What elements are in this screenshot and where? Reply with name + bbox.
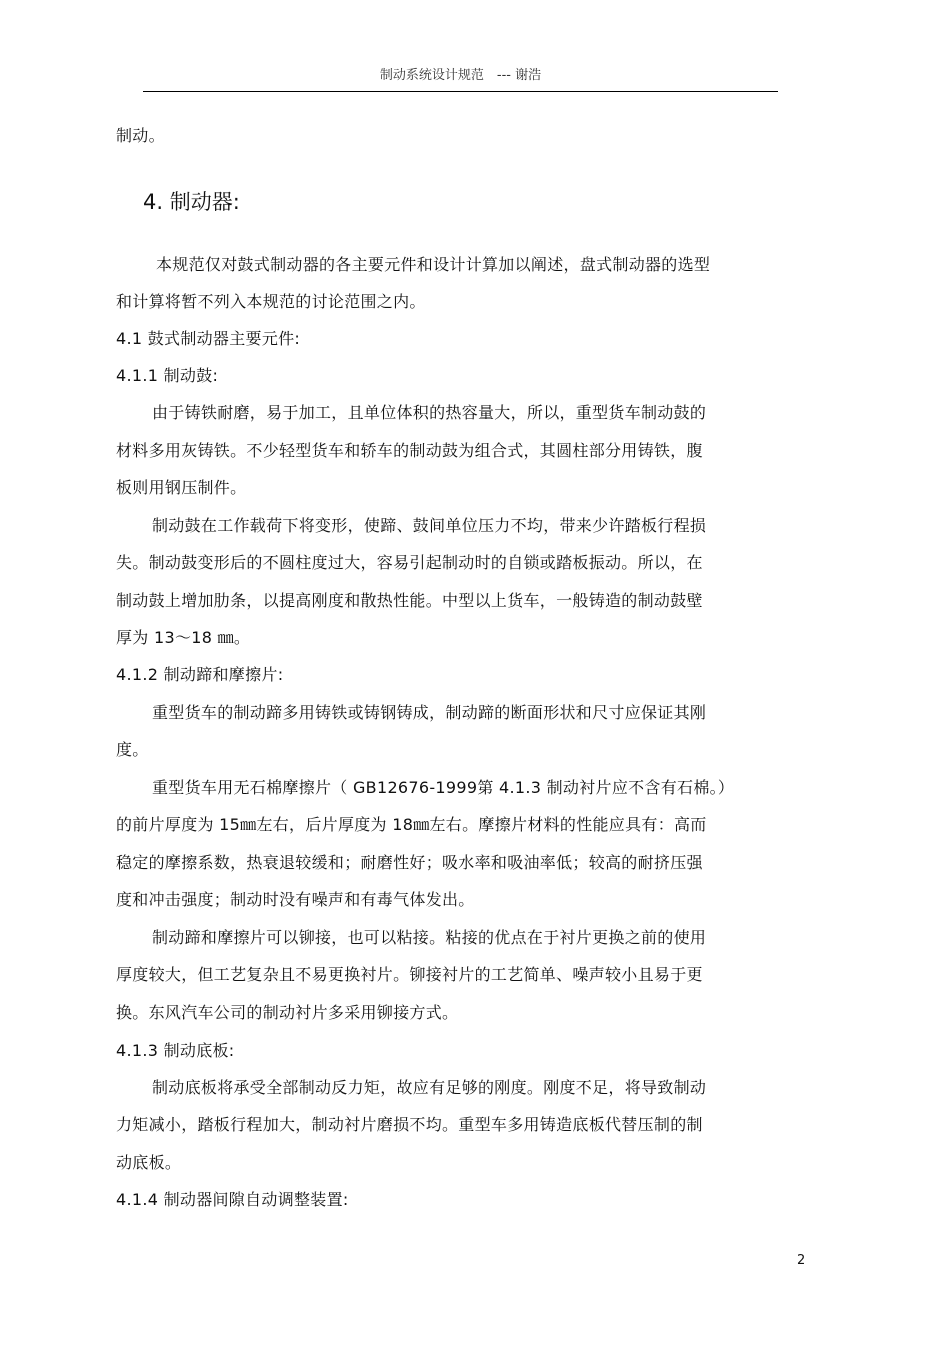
text-line: 换。东风汽车公司的制动衬片多采用铆接方式。 — [116, 1003, 459, 1022]
text-line: 制动蹄和摩擦片可以铆接，也可以粘接。粘接的优点在于衬片更换之前的使用 — [152, 928, 707, 947]
page-number: 2 — [797, 1253, 806, 1268]
text-line: 度和冲击强度；制动时没有噪声和有毒气体发出。 — [116, 890, 475, 909]
text-line: 板则用钢压制件。 — [116, 478, 247, 497]
text-line: 由于铸铁耐磨，易于加工，且单位体积的热容量大，所以，重型货车制动鼓的 — [152, 403, 707, 422]
text-line: 制动。 — [116, 126, 165, 145]
subsection-heading: 4.1 鼓式制动器主要元件: — [116, 329, 301, 348]
text-line: 的前片厚度为 15㎜左右，后片厚度为 18㎜左右。摩擦片材料的性能应具有：高而 — [116, 815, 707, 834]
text-line: 厚度较大，但工艺复杂且不易更换衬片。铆接衬片的工艺简单、噪声较小且易于更 — [116, 965, 703, 984]
text-line: 度。 — [116, 740, 149, 759]
text-line: 制动鼓上增加肋条，以提高刚度和散热性能。中型以上货车，一般铸造的制动鼓壁 — [116, 591, 703, 610]
subsection-heading: 4.1.1 制动鼓: — [116, 366, 219, 385]
section-heading: 4. 制动器: — [143, 190, 240, 214]
text-line: 厚为 13～18 ㎜。 — [116, 628, 251, 647]
subsection-heading: 4.1.3 制动底板: — [116, 1041, 235, 1060]
subsection-heading: 4.1.4 制动器间隙自动调整装置: — [116, 1190, 349, 1209]
text-line: 重型货车的制动蹄多用铸铁或铸钢铸成，制动蹄的断面形状和尺寸应保证其刚 — [152, 703, 707, 722]
text-line: 制动鼓在工作载荷下将变形，使蹄、鼓间单位压力不均，带来少许踏板行程损 — [152, 516, 707, 535]
page-header: 制动系统设计规范 --- 谢浩 — [379, 68, 542, 83]
subsection-heading: 4.1.2 制动蹄和摩擦片: — [116, 665, 284, 684]
text-line: 材料多用灰铸铁。不少轻型货车和轿车的制动鼓为组合式，其圆柱部分用铸铁，腹 — [116, 441, 703, 460]
text-line: 失。制动鼓变形后的不圆柱度过大，容易引起制动时的自锁或踏板振动。所以，在 — [116, 553, 703, 572]
text-line: 和计算将暂不列入本规范的讨论范围之内。 — [116, 292, 426, 311]
text-line: 制动底板将承受全部制动反力矩，故应有足够的刚度。刚度不足，将导致制动 — [152, 1078, 707, 1097]
text-line: 重型货车用无石棉摩擦片（ GB12676-1999第 4.1.3 制动衬片应不含有石棉。） — [152, 778, 735, 797]
text-line: 力矩减小，踏板行程加大，制动衬片磨损不均。重型车多用铸造底板代替压制的制 — [116, 1115, 703, 1134]
header-rule — [143, 91, 778, 92]
text-line: 动底板。 — [116, 1153, 182, 1172]
text-line: 本规范仅对鼓式制动器的各主要元件和设计计算加以阐述，盘式制动器的选型 — [156, 255, 711, 274]
text-line: 稳定的摩擦系数，热衰退较缓和；耐磨性好；吸水率和吸油率低；较高的耐挤压强 — [116, 853, 703, 872]
